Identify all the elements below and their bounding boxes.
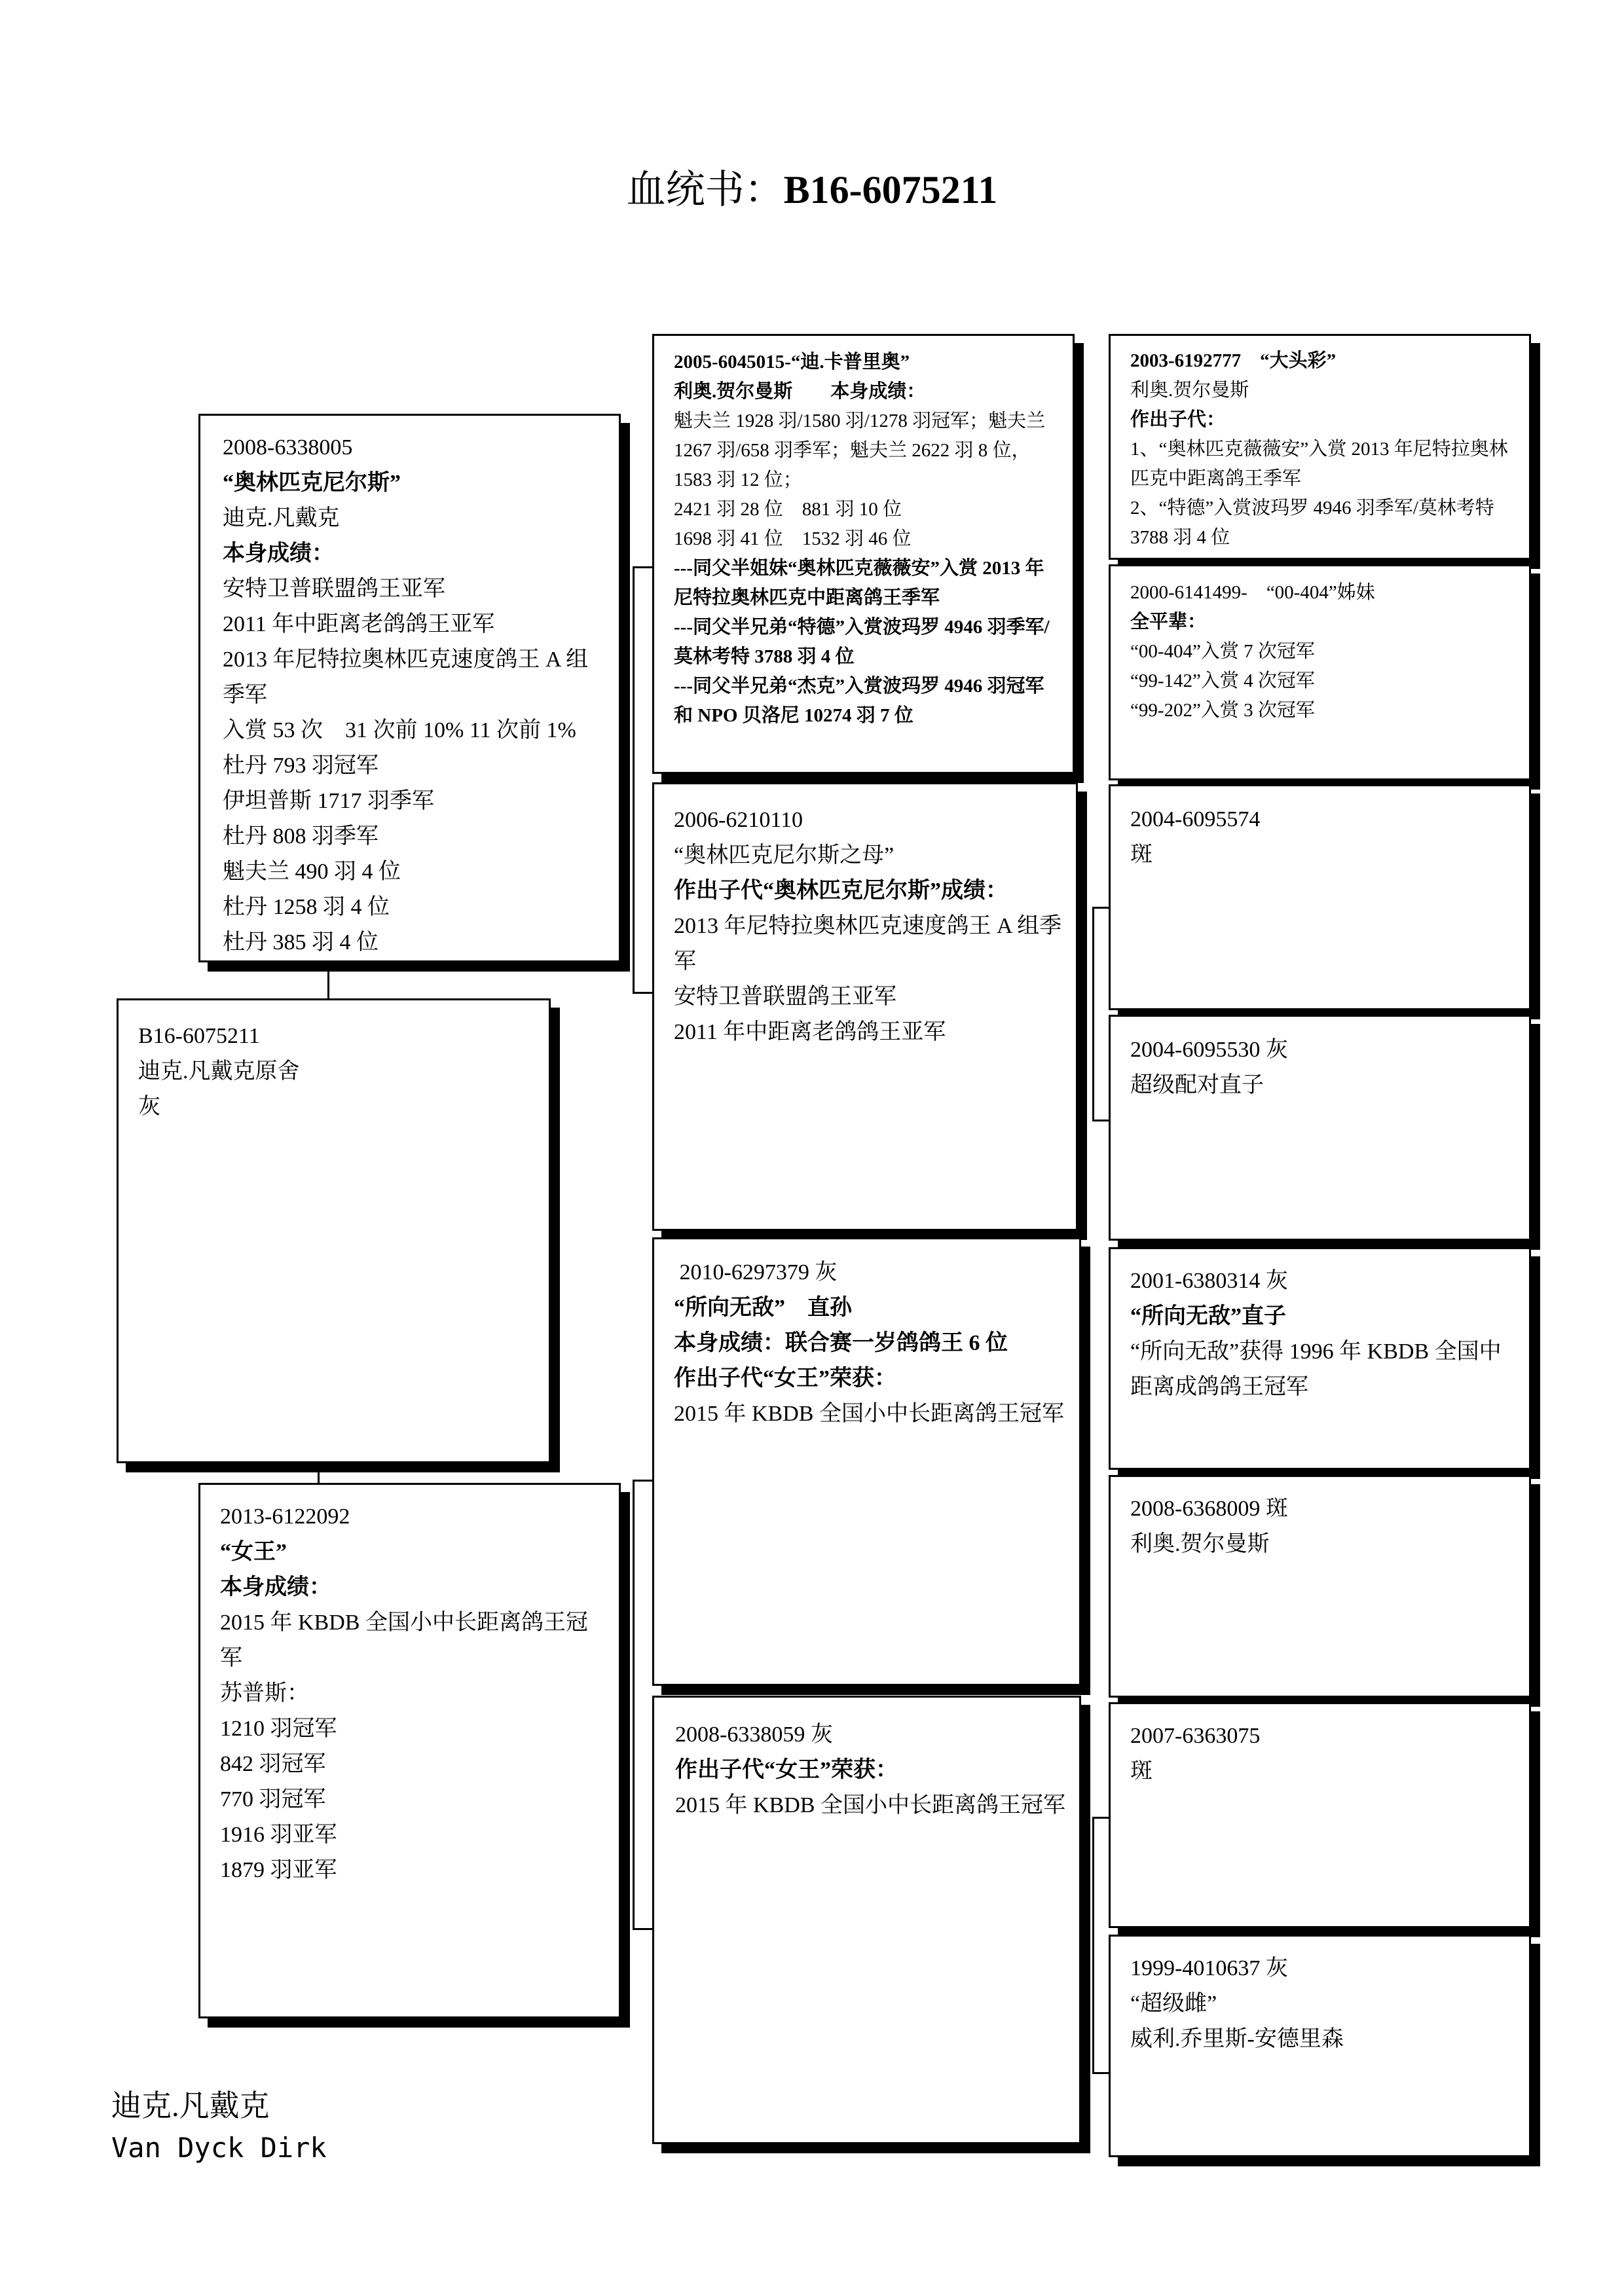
sire-dam-box — [652, 782, 1078, 1231]
ssd-line: “00-404”入赏 7 次冠军 — [1130, 641, 1315, 662]
sds-line: 斑 — [1130, 843, 1153, 867]
sd-line: 2013 年尼特拉奥林匹克速度鸽王 A 组季军 — [674, 914, 1062, 974]
sire-line: 2008-6338005 — [223, 435, 353, 460]
sd-line: 2006-6210110 — [674, 808, 803, 832]
sire-line: “奥林匹克尼尔斯” — [223, 471, 401, 495]
ds-sire-box — [1109, 1247, 1531, 1470]
ss-line: ---同父半兄弟“杰克”入赏波玛罗 4946 羽冠军和 NPO 贝洛尼 10274 羽 7 位 — [674, 676, 1044, 726]
ddd-line: 1999-4010637 灰 — [1130, 1956, 1288, 1980]
dss-line: 2001-6380314 灰 — [1130, 1269, 1288, 1293]
connector-dd-bracket — [1092, 1817, 1094, 2072]
dd-line: 2015 年 KBDB 全国小中长距离鸽王冠军 — [675, 1793, 1065, 1817]
connector-dam-bracket-top — [633, 1480, 652, 1482]
sire-line: 本身成绩： — [223, 541, 334, 566]
ss-line: ---同父半姐妹“奥林匹克薇薇安”入赏 2013 年尼特拉奥林匹克中距离鸽王季军 — [674, 558, 1044, 608]
ds-line: 2010-6297379 灰 — [674, 1260, 838, 1285]
page-title — [0, 164, 1624, 216]
sire-sire-box — [652, 334, 1075, 774]
sss-line: 作出子代： — [1130, 409, 1226, 430]
subject-box — [117, 998, 551, 1463]
sire-line: 杜丹 808 羽季军 — [223, 824, 378, 848]
sd-line: “奥林匹克尼尔斯之母” — [674, 843, 895, 867]
ss-line: 利奥.贺尔曼斯 本身成绩： — [674, 381, 926, 402]
sdd-line: 超级配对直子 — [1130, 1073, 1264, 1097]
connector-sire-bracket-top — [633, 566, 652, 568]
sire-line: 魁夫兰 490 羽 4 位 — [223, 860, 401, 884]
connector-sire-bracket-bottom — [633, 992, 652, 994]
dds-line: 斑 — [1130, 1759, 1153, 1783]
breeder-name-cn: 迪克.凡戴克 — [111, 2089, 270, 2123]
ss-line: 2421 羽 28 位 881 羽 10 位 — [674, 499, 902, 520]
sd-line: 安特卫普联盟鸽王亚军 — [674, 985, 896, 1009]
dsd-line: 利奥.贺尔曼斯 — [1130, 1532, 1270, 1556]
breeder-name-en: Van Dyck Dirk — [111, 2132, 327, 2164]
ds-line: 2015 年 KBDB 全国小中长距离鸽王冠军 — [674, 1402, 1064, 1426]
subject-color: 灰 — [138, 1095, 160, 1119]
ssd-line: 全平辈： — [1130, 611, 1207, 632]
title-label: 血统书： — [626, 167, 784, 213]
sire-line: 2011 年中距离老鸽鸽王亚军 — [223, 612, 495, 636]
ds-line: 本身成绩：联合赛一岁鸽鸽王 6 位 — [674, 1331, 1008, 1355]
dam-line: 本身成绩： — [220, 1575, 331, 1599]
dam-line: 苏普斯： — [220, 1681, 309, 1705]
sire-line: 伊坦普斯 1717 羽季军 — [223, 789, 434, 813]
sire-box — [198, 414, 621, 962]
sss-line: 2003-6192777 “大头彩” — [1130, 350, 1337, 371]
ddd-line: 威利.乔里斯-安德里森 — [1130, 2027, 1344, 2051]
dam-line: 1879 羽亚军 — [220, 1858, 337, 1882]
dam-box — [198, 1483, 621, 2018]
dam-line: 770 羽冠军 — [220, 1787, 326, 1812]
ss-sire-box — [1109, 334, 1531, 560]
connector-sire-bracket — [633, 566, 635, 992]
dsd-line: 2008-6368009 斑 — [1130, 1497, 1288, 1521]
sdd-line: 2004-6095530 灰 — [1130, 1038, 1288, 1062]
subject-ring: B16-6075211 — [138, 1024, 260, 1048]
sss-line: 2、“特德”入赏波玛罗 4946 羽季军/莫林考特 3788 羽 4 位 — [1130, 498, 1500, 548]
dam-line: 842 羽冠军 — [220, 1752, 326, 1776]
dam-line: “女王” — [220, 1540, 287, 1564]
sire-line: 入赏 53 次 31 次前 10% 11 次前 1% — [223, 718, 576, 742]
sire-line: 2013 年尼特拉奥林匹克速度鸽王 A 组季军 — [223, 647, 589, 707]
ds-line: 作出子代“女王”荣获： — [674, 1366, 896, 1391]
dss-line: “所向无敌”获得 1996 年 KBDB 全国中距离成鸽鸽王冠军 — [1130, 1339, 1502, 1399]
sd-line: 作出子代“奥林匹克尼尔斯”成绩： — [674, 879, 1008, 903]
dd-dam-box — [1109, 1935, 1531, 2157]
ds-line: “所向无敌” 直孙 — [674, 1296, 852, 1320]
sss-line: 利奥.贺尔曼斯 — [1130, 380, 1249, 401]
sire-line: 杜丹 793 羽冠军 — [223, 754, 378, 778]
dam-line: 2015 年 KBDB 全国小中长距离鸽王冠军 — [220, 1611, 588, 1670]
ss-line: ---同父半兄弟“特德”入赏波玛罗 4946 羽季军/莫林考特 3788 羽 4 位 — [674, 617, 1050, 667]
connector-sire-subject — [327, 969, 329, 1002]
dam-line: 1916 羽亚军 — [220, 1823, 337, 1847]
dd-line: 作出子代“女王”荣获： — [675, 1758, 898, 1782]
dam-sire-box — [652, 1237, 1081, 1686]
ddd-line: “超级雌” — [1130, 1992, 1217, 2016]
sire-line: 迪克.凡戴克 — [223, 506, 340, 530]
ssd-line: “99-142”入赏 4 次冠军 — [1130, 670, 1315, 691]
ss-line: 1698 羽 41 位 1532 羽 46 位 — [674, 528, 912, 549]
breeder-footer — [111, 2085, 327, 2169]
dss-line: “所向无敌”直子 — [1130, 1304, 1286, 1328]
dam-line: 2013-6122092 — [220, 1504, 350, 1529]
ds-dam-box — [1109, 1475, 1531, 1698]
ssd-line: “99-202”入赏 3 次冠军 — [1130, 700, 1315, 721]
dds-line: 2007-6363075 — [1130, 1724, 1261, 1748]
dam-line: 1210 羽冠军 — [220, 1717, 337, 1741]
dd-line: 2008-6338059 灰 — [675, 1722, 833, 1747]
connector-dam-bracket-bottom — [633, 1928, 652, 1930]
sire-line: 杜丹 1258 羽 4 位 — [223, 895, 390, 919]
connector-dam-bracket — [633, 1480, 635, 1928]
ss-line: 魁夫兰 1928 羽/1580 羽/1278 羽冠军；魁夫兰 1267 羽/658 羽季军；魁夫兰 2622 羽 8 位，1583 羽 12 位； — [674, 410, 1050, 490]
subject-breeder: 迪克.凡戴克原舍 — [138, 1059, 300, 1084]
dam-dam-box — [652, 1696, 1081, 2144]
sire-line: 安特卫普联盟鸽王亚军 — [223, 577, 445, 601]
ss-dam-box — [1109, 564, 1531, 780]
ssd-line: 2000-6141499- “00-404”姊妹 — [1130, 582, 1375, 603]
sds-line: 2004-6095574 — [1130, 807, 1261, 831]
dd-sire-box — [1109, 1702, 1531, 1928]
sss-line: 1、“奥林匹克薇薇安”入赏 2013 年尼特拉奥林匹克中距离鸽王季军 — [1130, 439, 1508, 489]
title-ring-number: B16-6075211 — [783, 168, 998, 211]
sd-line: 2011 年中距离老鸽鸽王亚军 — [674, 1020, 946, 1044]
sd-dam-box — [1109, 1015, 1531, 1241]
ss-line: 2005-6045015-“迪.卡普里奥” — [674, 352, 910, 373]
sire-line: 杜丹 385 羽 4 位 — [223, 930, 378, 955]
sd-sire-box — [1109, 784, 1531, 1010]
connector-sd-bracket — [1092, 907, 1094, 1120]
